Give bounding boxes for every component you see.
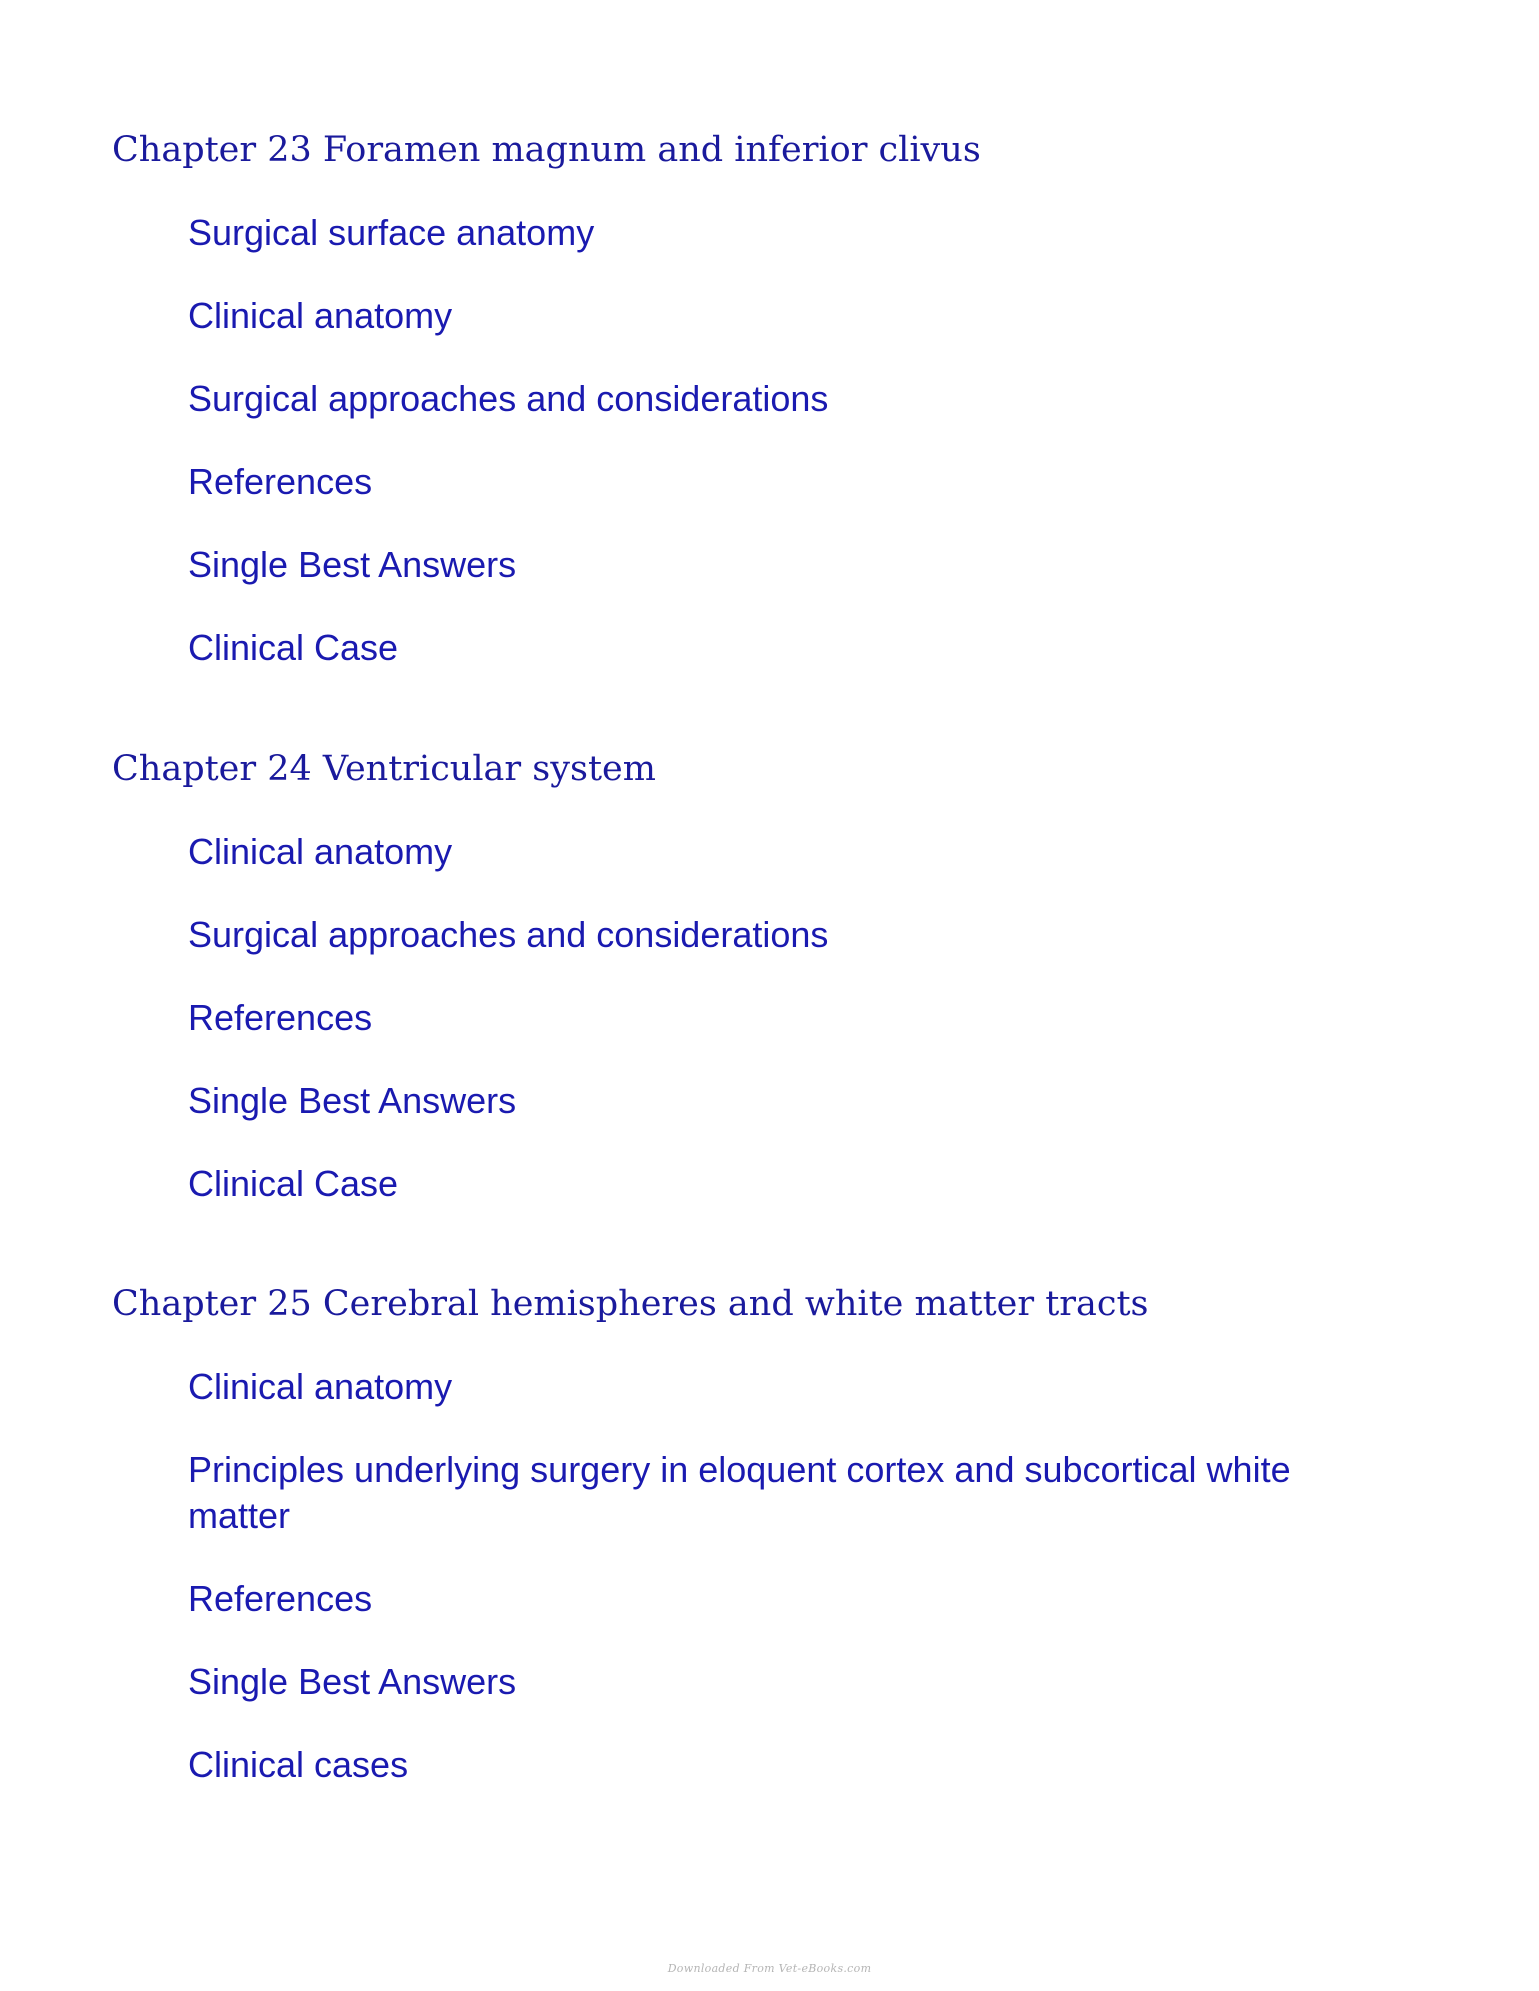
chapter-title[interactable]: Chapter 23 Foramen magnum and inferior clivus [112,130,981,170]
toc-link-clinical-case[interactable]: Clinical Case [188,627,399,668]
toc-link-surgical-surface-anatomy[interactable]: Surgical surface anatomy [188,212,595,253]
toc-link-single-best-answers[interactable]: Single Best Answers [188,1080,517,1121]
toc-link-references[interactable]: References [188,997,373,1038]
download-watermark: Downloaded From Vet-eBooks.com [667,1962,872,1975]
toc-link-clinical-anatomy[interactable]: Clinical anatomy [188,831,453,872]
toc-link-clinical-cases[interactable]: Clinical cases [188,1744,409,1785]
chapter-title[interactable]: Chapter 25 Cerebral hemispheres and white matter tracts [112,1284,1149,1324]
toc-link-single-best-answers[interactable]: Single Best Answers [188,1661,517,1702]
toc-link-surgical-approaches[interactable]: Surgical approaches and considerations [188,914,829,955]
toc-link-references[interactable]: References [188,461,373,502]
toc-link-references[interactable]: References [188,1578,373,1619]
toc-link-clinical-anatomy[interactable]: Clinical anatomy [188,295,453,336]
toc-link-clinical-anatomy[interactable]: Clinical anatomy [188,1366,453,1407]
toc-link-surgical-approaches[interactable]: Surgical approaches and considerations [188,378,829,419]
toc-link-clinical-case[interactable]: Clinical Case [188,1163,399,1204]
toc-link-eloquent-cortex-surgery[interactable]: Principles underlying surgery in eloquent cortex and subcortical white matter [188,1449,1291,1536]
chapter-title[interactable]: Chapter 24 Ventricular system [112,749,656,789]
toc-link-single-best-answers[interactable]: Single Best Answers [188,544,517,585]
